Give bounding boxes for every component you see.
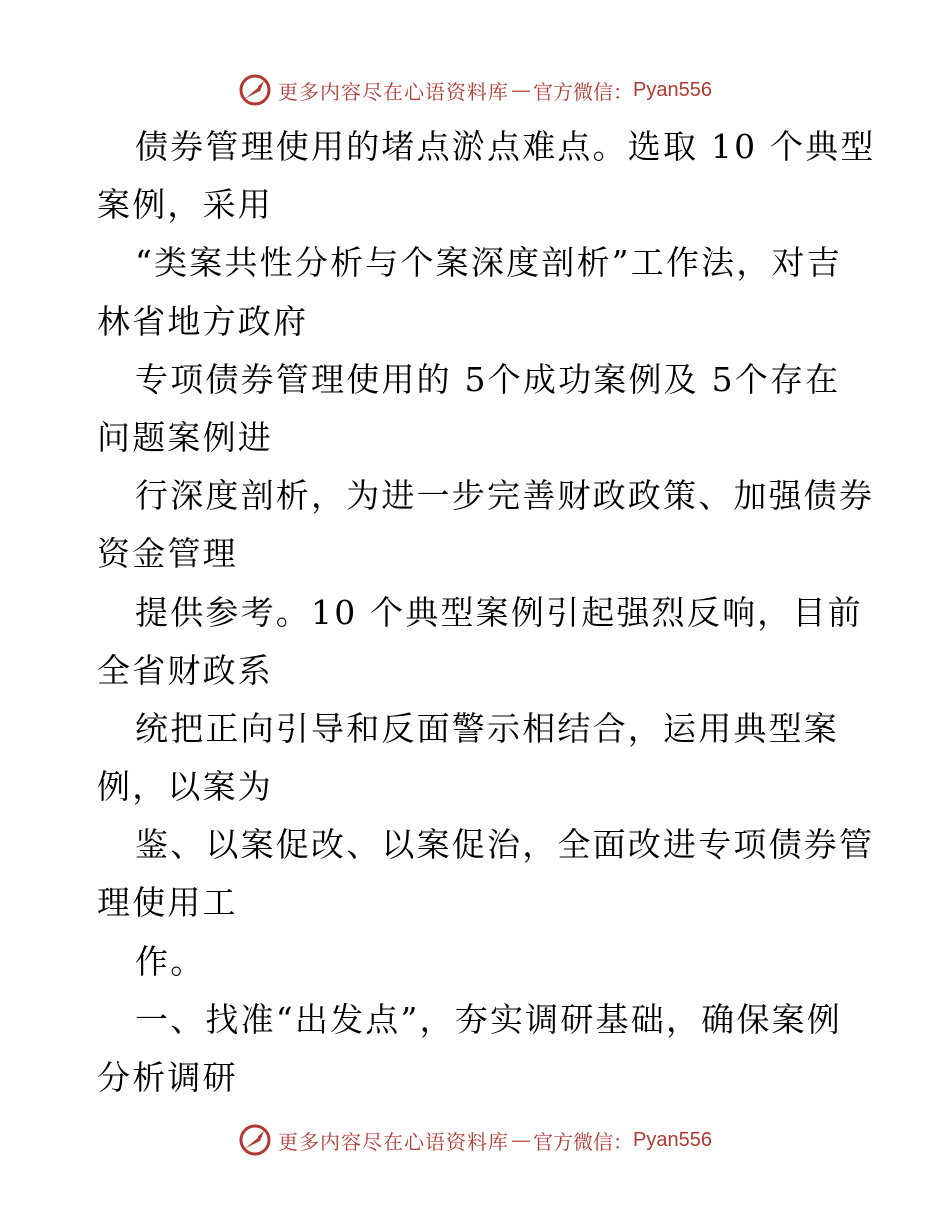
body-line: 作。 bbox=[135, 941, 206, 981]
watermark-label: 官方微信： bbox=[533, 79, 634, 104]
body-line: 例，以案为 bbox=[97, 767, 273, 807]
body-line: 一、找准“出发点”，夯实调研基础，确保案例 bbox=[135, 999, 842, 1039]
document-body bbox=[97, 118, 876, 1107]
body-line: 统把正向引导和反面警示相结合，运用典型案 bbox=[135, 708, 839, 748]
footer-watermark bbox=[0, 1120, 950, 1160]
body-line: 鉴、以案促改、以案促治，全面改进专项债券管 bbox=[135, 825, 875, 865]
body-line: 案例，采用 bbox=[97, 185, 273, 225]
body-line: 债券管理使用的堵点淤点难点。选取 10 个典型 bbox=[135, 127, 876, 166]
body-line: 资金管理 bbox=[97, 534, 238, 574]
watermark-wechat-id: Pyan556 bbox=[633, 1128, 712, 1151]
watermark-main-text: 更多内容尽在心语资料库 bbox=[278, 1129, 510, 1154]
body-line: 理使用工 bbox=[97, 883, 238, 923]
body-line: 林省地方政府 bbox=[97, 301, 309, 341]
body-line: 分析调研 bbox=[97, 1058, 238, 1097]
watermark-main-text: 更多内容尽在心语资料库 bbox=[278, 79, 510, 104]
watermark-separator: — bbox=[511, 1128, 532, 1152]
body-line: 提供参考。10 个典型案例引起强烈反响，目前 bbox=[135, 592, 863, 632]
body-line: “类案共性分析与个案深度剖析”工作法，对吉 bbox=[135, 243, 842, 283]
body-line: 专项债券管理使用的 5个成功案例及 5个存在 bbox=[135, 359, 841, 399]
body-line: 行深度剖析，为进一步完善财政政策、加强债券 bbox=[135, 476, 875, 516]
feather-pen-circle-logo-icon bbox=[238, 73, 272, 107]
watermark-wechat-id: Pyan556 bbox=[633, 78, 712, 101]
body-line: 全省财政系 bbox=[97, 650, 273, 690]
header-watermark bbox=[0, 70, 950, 110]
watermark-label: 官方微信： bbox=[533, 1129, 634, 1154]
watermark-separator: — bbox=[511, 78, 532, 102]
feather-pen-circle-logo-icon bbox=[238, 1123, 272, 1157]
body-line: 问题案例进 bbox=[97, 417, 273, 457]
